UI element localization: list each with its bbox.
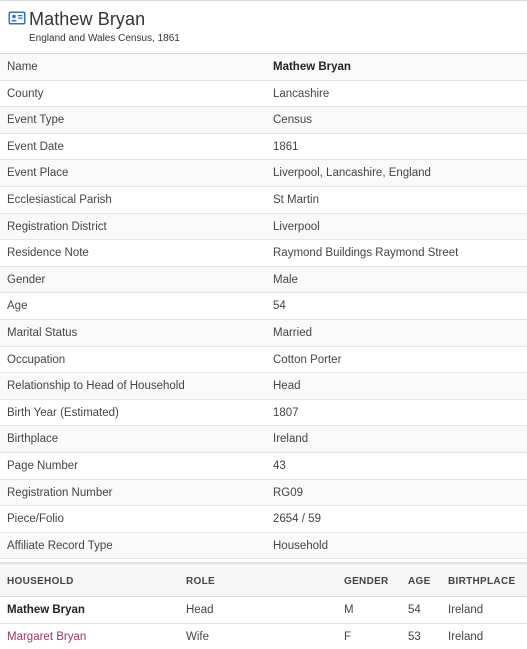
fact-row-birthplace	[0, 426, 527, 453]
record-title: Mathew Bryan	[29, 9, 146, 29]
fact-value: Married	[273, 326, 312, 339]
household-member-age: 54	[408, 604, 421, 616]
section-divider	[0, 562, 527, 566]
fact-label: Piece/Folio	[7, 513, 64, 526]
household-member-gender: F	[344, 630, 352, 643]
record-header	[0, 1, 527, 53]
fact-label: Event Type	[7, 114, 65, 127]
fact-row-name	[0, 54, 527, 81]
fact-row-birth-year	[0, 400, 527, 427]
fact-row-gender	[0, 267, 527, 294]
fact-value: 1861	[273, 140, 299, 153]
fact-row-page-number	[0, 453, 527, 480]
fact-value: Liverpool	[273, 220, 320, 233]
fact-value: 1807	[273, 406, 299, 419]
fact-label: Marital Status	[7, 326, 78, 339]
fact-value: RG09	[273, 486, 304, 499]
fact-row-residence-note	[0, 240, 527, 267]
household-member-gender: M	[344, 604, 354, 616]
fact-row-relationship	[0, 373, 527, 400]
fact-row-event-date	[0, 134, 527, 161]
household-row	[0, 624, 527, 649]
fact-value: Head	[273, 380, 301, 393]
fact-row-event-type	[0, 107, 527, 134]
fact-value: St Martin	[273, 193, 320, 206]
household-header-row	[0, 567, 527, 597]
fact-value: 54	[273, 300, 286, 313]
facts-table	[0, 53, 527, 559]
fact-label: Ecclesiastical Parish	[7, 193, 112, 206]
fact-value: Liverpool, Lancashire, England	[273, 167, 431, 180]
fact-label: County	[7, 87, 44, 100]
fact-row-marital-status	[0, 320, 527, 347]
fact-label: Registration District	[7, 220, 107, 233]
fact-row-piece-folio	[0, 506, 527, 533]
fact-value: Mathew Bryan	[273, 61, 351, 73]
column-header-gender[interactable]: GENDER	[344, 576, 389, 587]
column-header-birthplace[interactable]: BIRTHPLACE	[448, 576, 516, 587]
fact-value: Raymond Buildings Raymond Street	[273, 247, 459, 260]
fact-label: Page Number	[7, 459, 78, 472]
fact-label: Name	[7, 61, 38, 73]
fact-label: Occupation	[7, 353, 66, 366]
fact-value: Ireland	[273, 433, 309, 446]
household-member-age: 53	[408, 630, 421, 643]
fact-value: Census	[273, 114, 312, 127]
column-header-role[interactable]: ROLE	[186, 576, 215, 587]
fact-row-age	[0, 293, 527, 320]
fact-label: Birthplace	[7, 433, 59, 446]
fact-value: Cotton Porter	[273, 353, 342, 366]
fact-label: Event Place	[7, 167, 69, 180]
fact-value: Lancashire	[273, 87, 330, 100]
household-member-birthplace: Ireland	[448, 604, 484, 616]
fact-value: Male	[273, 273, 298, 286]
fact-label: Relationship to Head of Household	[7, 380, 185, 393]
fact-label: Birth Year (Estimated)	[7, 406, 119, 419]
column-header-household[interactable]: HOUSEHOLD	[7, 576, 74, 587]
fact-row-ecclesiastical-parish	[0, 187, 527, 214]
household-member-role: Wife	[186, 630, 209, 643]
fact-value: 2654 / 59	[273, 513, 321, 526]
fact-label: Residence Note	[7, 247, 89, 260]
fact-row-event-place	[0, 160, 527, 187]
fact-row-county	[0, 81, 527, 108]
fact-row-occupation	[0, 347, 527, 374]
household-row	[0, 597, 527, 624]
household-member-birthplace: Ireland	[448, 630, 484, 643]
fact-row-registration-number	[0, 480, 527, 507]
fact-value: 43	[273, 459, 286, 472]
fact-row-affiliate-record-type	[0, 533, 527, 560]
column-header-age[interactable]: AGE	[408, 576, 431, 587]
household-member-name: Mathew Bryan	[7, 604, 85, 616]
household-table	[0, 567, 527, 649]
household-member-role: Head	[186, 604, 214, 616]
fact-row-registration-district	[0, 214, 527, 241]
fact-label: Affiliate Record Type	[7, 539, 113, 552]
fact-label: Gender	[7, 273, 46, 286]
record-collection: England and Wales Census, 1861	[29, 33, 180, 44]
fact-label: Registration Number	[7, 486, 113, 499]
fact-value: Household	[273, 539, 328, 552]
fact-label: Age	[7, 300, 28, 313]
household-member-link[interactable]: Margaret Bryan	[7, 630, 87, 643]
fact-label: Event Date	[7, 140, 64, 153]
person-card-icon	[8, 11, 26, 25]
